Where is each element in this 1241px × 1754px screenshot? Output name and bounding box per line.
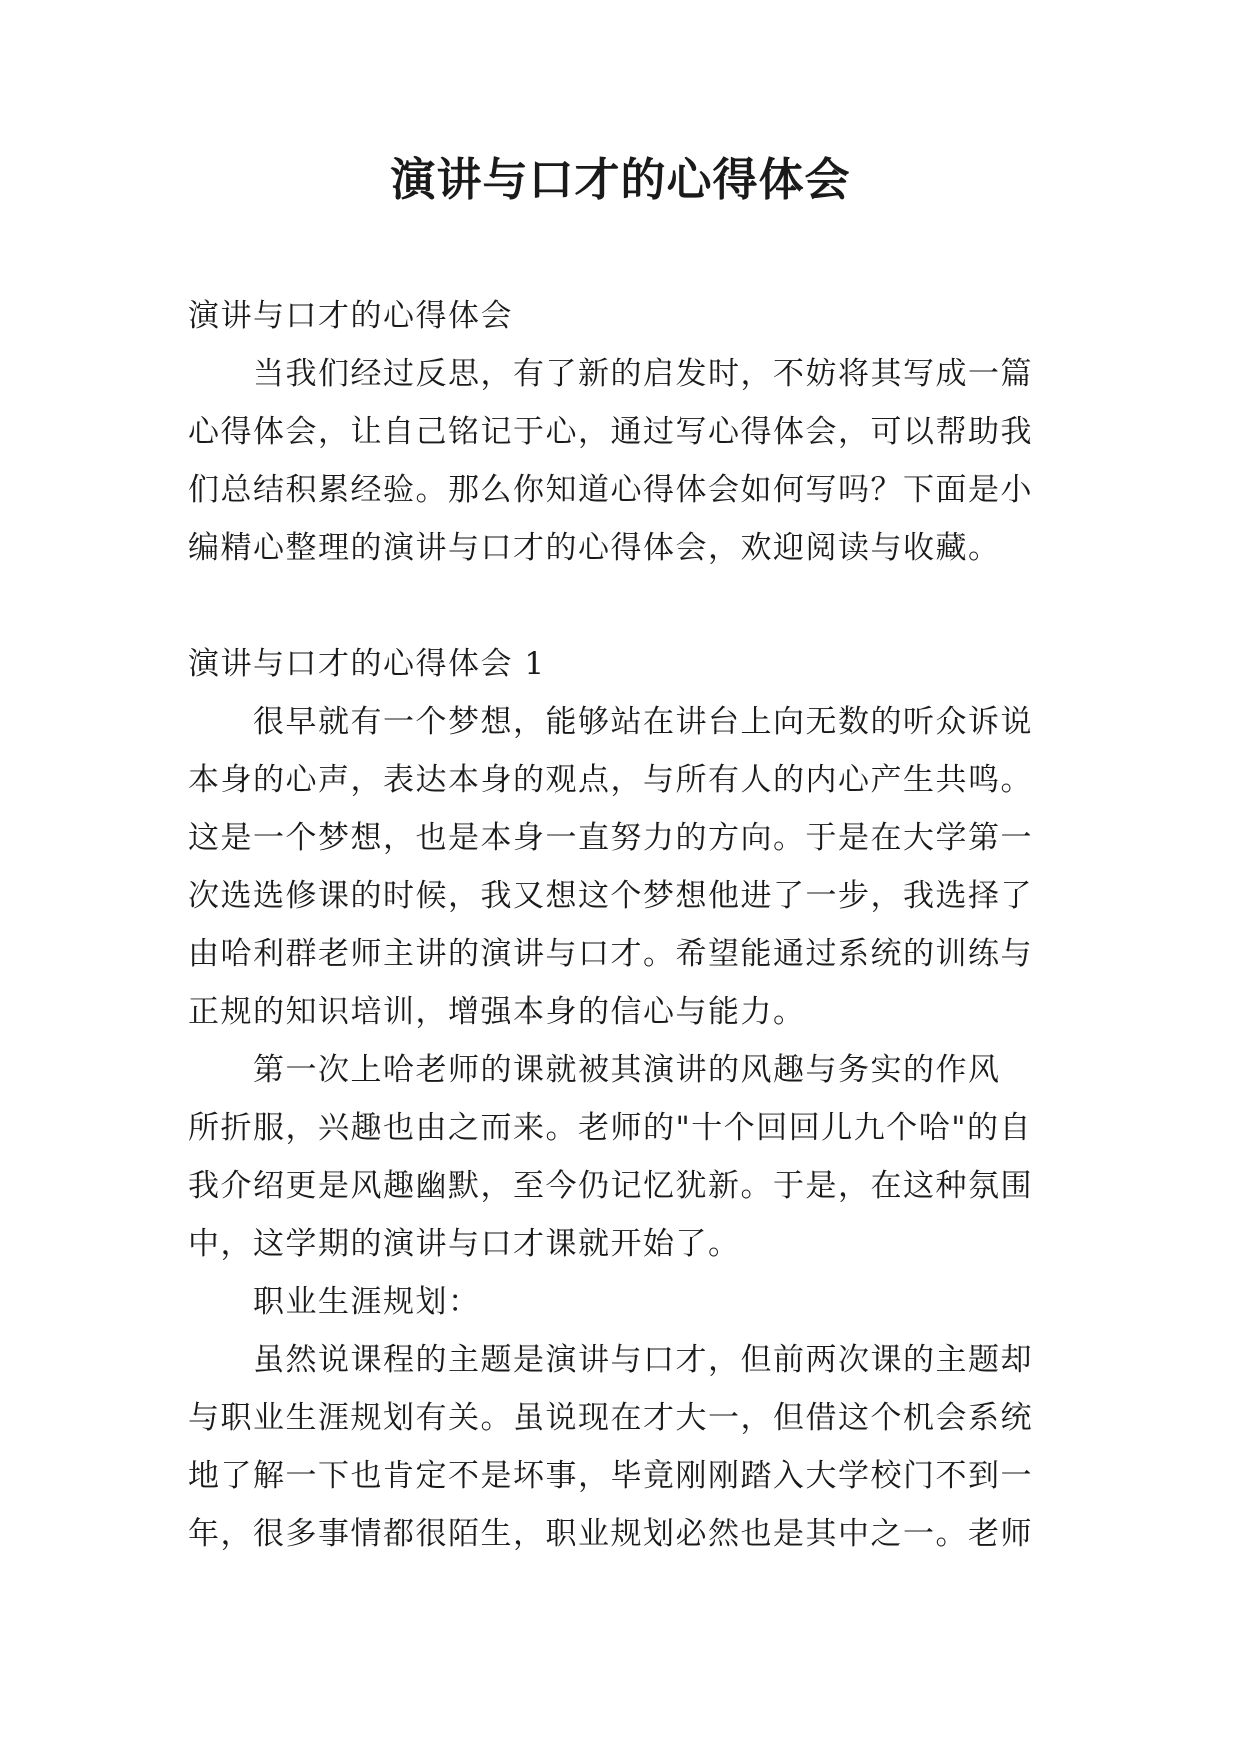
paragraph-spacer	[188, 577, 1058, 635]
paragraph-line: 中，这学期的演讲与口才课就开始了。	[188, 1226, 741, 1262]
document-body	[188, 287, 1058, 1563]
intro-paragraph	[188, 345, 1058, 577]
intro-heading: 演讲与口才的心得体会	[188, 298, 513, 334]
subheading: 职业生涯规划：	[253, 1284, 481, 1320]
paragraph-line: 这是一个梦想，也是本身一直努力的方向。于是在大学第一	[188, 820, 1033, 856]
paragraph-line: 地了解一下也肯定不是坏事，毕竟刚刚踏入大学校门不到一	[188, 1458, 1033, 1494]
paragraph-line: 由哈利群老师主讲的演讲与口才。希望能通过系统的训练与	[188, 936, 1033, 972]
paragraph-line: 次选选修课的时候，我又想这个梦想他进了一步，我选择了	[188, 878, 1033, 914]
paragraph-line: 本身的心声，表达本身的观点，与所有人的内心产生共鸣。	[188, 762, 1033, 798]
section-paragraph-3	[188, 1331, 1058, 1563]
paragraph-line: 很早就有一个梦想，能够站在讲台上向无数的听众诉说	[253, 704, 1033, 740]
paragraph-line: 心得体会，让自己铭记于心，通过写心得体会，可以帮助我	[188, 414, 1033, 450]
section-heading: 演讲与口才的心得体会 1	[188, 646, 546, 682]
section-paragraph-2	[188, 1041, 1058, 1273]
paragraph-line: 正规的知识培训，增强本身的信心与能力。	[188, 994, 806, 1030]
paragraph-line: 年，很多事情都很陌生，职业规划必然也是其中之一。老师	[188, 1516, 1033, 1552]
paragraph-line: 与职业生涯规划有关。虽说现在才大一，但借这个机会系统	[188, 1400, 1033, 1436]
section-paragraph-1	[188, 693, 1058, 1041]
paragraph-line: 编精心整理的演讲与口才的心得体会，欢迎阅读与收藏。	[188, 530, 1001, 566]
paragraph-line: 第一次上哈老师的课就被其演讲的风趣与务实的作风	[253, 1052, 1001, 1088]
paragraph-line: 所折服，兴趣也由之而来。老师的"十个回回儿九个哈"的自	[188, 1110, 1033, 1146]
paragraph-line: 我介绍更是风趣幽默，至今仍记忆犹新。于是，在这种氛围	[188, 1168, 1033, 1204]
document-title: 演讲与口才的心得体会	[390, 153, 851, 206]
paragraph-line: 们总结积累经验。那么你知道心得体会如何写吗？下面是小	[188, 472, 1033, 508]
paragraph-line: 当我们经过反思，有了新的启发时，不妨将其写成一篇	[253, 356, 1033, 392]
paragraph-line: 虽然说课程的主题是演讲与口才，但前两次课的主题却	[253, 1342, 1033, 1378]
